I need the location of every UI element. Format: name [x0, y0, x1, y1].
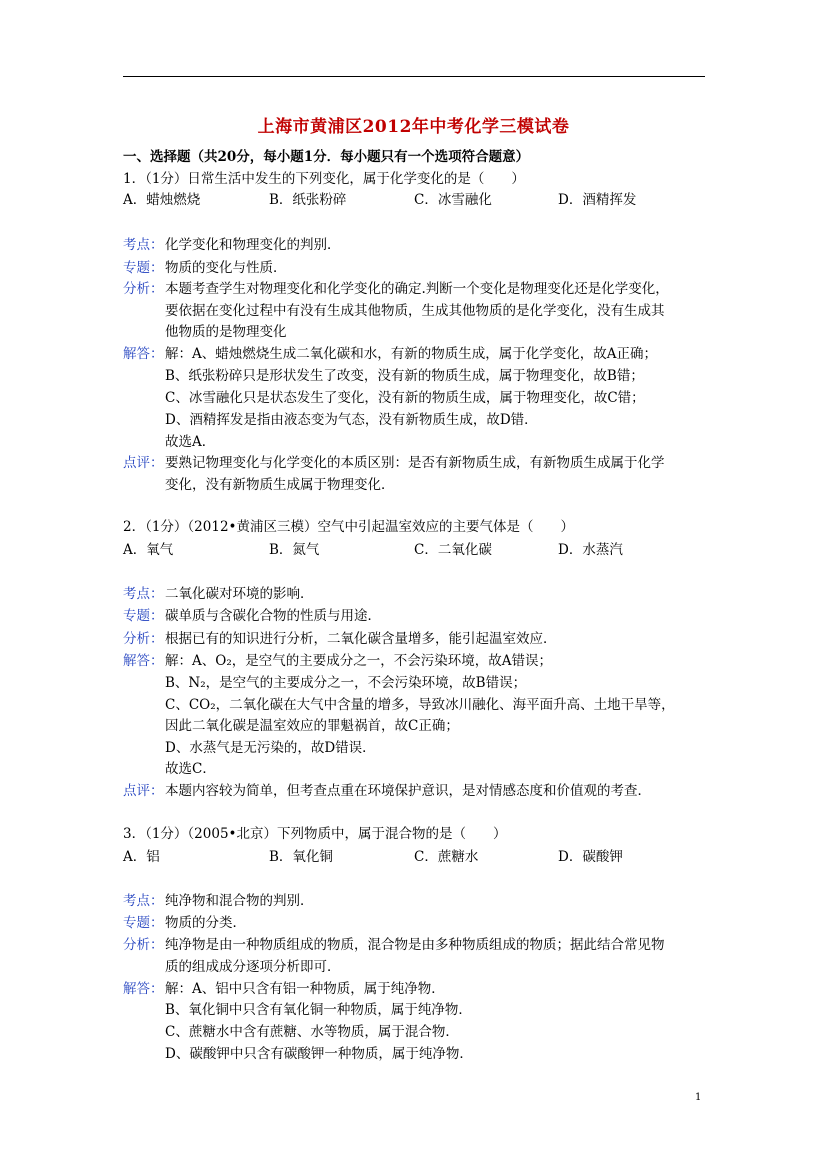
- q3-jieda-line: C、蔗糖水中含有蔗糖、水等物质，属于混合物．: [165, 1024, 459, 1040]
- q1-jieda-label: 解答 ：: [123, 342, 164, 362]
- q2-fenxi-label: 分析 ：: [123, 627, 164, 647]
- q1-kaodian: 化学变化和物理变化的判别．: [165, 237, 341, 253]
- q3-kaodian: 纯净物和混合物的判别．: [165, 893, 314, 909]
- q1-kaodian-label: 考点 ：: [123, 233, 164, 253]
- q2-jieda-line: 故选C．: [165, 761, 216, 777]
- q1-option-c: C．冰雪融化: [414, 192, 492, 208]
- q1-dianping-line: 要熟记物理变化与化学变化的本质区别：是否有新物质生成，有新物质生成属于化学: [165, 455, 665, 471]
- page-number: 1: [695, 1092, 702, 1103]
- q3-jieda-line: B、氧化铜中只含有氧化铜一种物质，属于纯净物．: [165, 1002, 472, 1018]
- q3-fenxi-label: 分析 ：: [123, 933, 164, 953]
- q3-options: [123, 845, 705, 865]
- q2-jieda-line: 解：A、O₂，是空气的主要成分之一，不会污染环境，故A错误；: [165, 653, 552, 669]
- q3-jieda-label: 解答 ：: [123, 977, 164, 997]
- header-rule: [123, 76, 705, 77]
- q3-option-c: C．蔗糖水: [414, 849, 479, 865]
- q1-option-a: A．蜡烛燃烧: [123, 192, 201, 208]
- q1-stem: 1．（1分）日常生活中发生的下列变化，属于化学变化的是（ ）: [123, 171, 525, 187]
- q3-option-a: A．铝: [123, 849, 160, 865]
- q2-dianping-line: 本题内容较为简单，但考查点重在环境保护意识，是对情感态度和价值观的考查．: [165, 783, 651, 799]
- q3-zhuanti-label: 专题 ：: [123, 911, 164, 931]
- q1-jieda-line: D、酒精挥发是指由液态变为气态，没有新物质生成，故D错．: [165, 412, 538, 428]
- q1-dianping-label: 点评 ：: [123, 451, 164, 471]
- q1-jieda-line: B、纸张粉碎只是形状发生了改变，没有新的物质生成，属于物理变化，故B错；: [165, 368, 644, 384]
- q1-option-d: D．酒精挥发: [558, 192, 637, 208]
- page-title: 上海市黄浦区2012年中考化学三模试卷: [257, 117, 570, 137]
- q1-dianping-line: 变化，没有新物质生成属于物理变化．: [165, 477, 395, 493]
- q3-option-d: D．碳酸钾: [558, 849, 623, 865]
- q1-fenxi-line: 本题考查学生对物理变化和化学变化的确定.判断一个变化是物理变化还是化学变化，: [165, 281, 669, 297]
- q2-options: [123, 538, 705, 558]
- q2-jieda-line: B、N₂，是空气的主要成分之一，不会污染环境，故B错误；: [165, 675, 527, 691]
- q2-jieda-line: D、水蒸气是无污染的，故D错误．: [165, 740, 376, 756]
- q3-jieda-line: D、碳酸钾中只含有碳酸钾一种物质，属于纯净物．: [165, 1046, 473, 1062]
- q2-jieda-label: 解答 ：: [123, 649, 164, 669]
- q2-stem: 2．（1分）（2012•黄浦区三模）空气中引起温室效应的主要气体是（ ）: [123, 519, 574, 535]
- q2-fenxi-line: 根据已有的知识进行分析，二氧化碳含量增多，能引起温室效应．: [165, 631, 557, 647]
- q2-option-d: D．水蒸汽: [558, 542, 623, 558]
- q3-fenxi-line: 质的组成成分逐项分析即可．: [165, 959, 341, 975]
- q1-jieda-line: 故选A．: [165, 434, 216, 450]
- q3-option-b: B．氧化铜: [269, 849, 333, 865]
- q1-zhuanti-label: 专题 ：: [123, 256, 164, 276]
- q2-dianping-label: 点评 ：: [123, 779, 164, 799]
- q1-jieda-line: 解：A、蜡烛燃烧生成二氧化碳和水，有新的物质生成，属于化学变化，故A正确；: [165, 346, 657, 362]
- q2-zhuanti-label: 专题 ：: [123, 604, 164, 624]
- q1-fenxi-line: 要依据在变化过程中有没有生成其他物质，生成其他物质的是化学变化，没有生成其: [165, 303, 665, 319]
- q1-jieda-line: C、冰雪融化只是状态发生了变化，没有新的物质生成，属于物理变化，故C错；: [165, 390, 645, 406]
- q1-fenxi-line: 他物质的是物理变化: [165, 324, 287, 340]
- q2-jieda-line: C、CO₂，二氧化碳在大气中含量的增多，导致冰川融化、海平面升高、土地干旱等，: [165, 697, 675, 713]
- q2-kaodian-label: 考点 ：: [123, 582, 164, 602]
- q1-zhuanti: 物质的变化与性质．: [165, 260, 287, 276]
- q2-option-a: A．氧气: [123, 542, 174, 558]
- q3-jieda-line: 解：A、铝中只含有铝一种物质，属于纯净物．: [165, 981, 445, 997]
- q1-fenxi-label: 分析 ：: [123, 277, 164, 297]
- q3-fenxi-line: 纯净物是由一种物质组成的物质，混合物是由多种物质组成的物质；据此结合常见物: [165, 937, 665, 953]
- q2-zhuanti: 碳单质与含碳化合物的性质与用途．: [165, 608, 381, 624]
- q2-option-b: B．氮气: [269, 542, 320, 558]
- q1-options: [123, 188, 705, 208]
- q3-zhuanti: 物质的分类．: [165, 915, 246, 931]
- q2-option-c: C．二氧化碳: [414, 542, 492, 558]
- q2-kaodian: 二氧化碳对环境的影响．: [165, 586, 314, 602]
- q3-kaodian-label: 考点 ：: [123, 889, 164, 909]
- q3-stem: 3．（1分）（2005•北京）下列物质中，属于混合物的是（ ）: [123, 826, 507, 842]
- section-heading: 一、选择题（共20分，每小题1分．每小题只有一个选项符合题意）: [123, 149, 530, 165]
- q2-jieda-line: 因此二氧化碳是温室效应的罪魁祸首，故C正确；: [165, 718, 459, 734]
- q1-option-b: B．纸张粉碎: [269, 192, 347, 208]
